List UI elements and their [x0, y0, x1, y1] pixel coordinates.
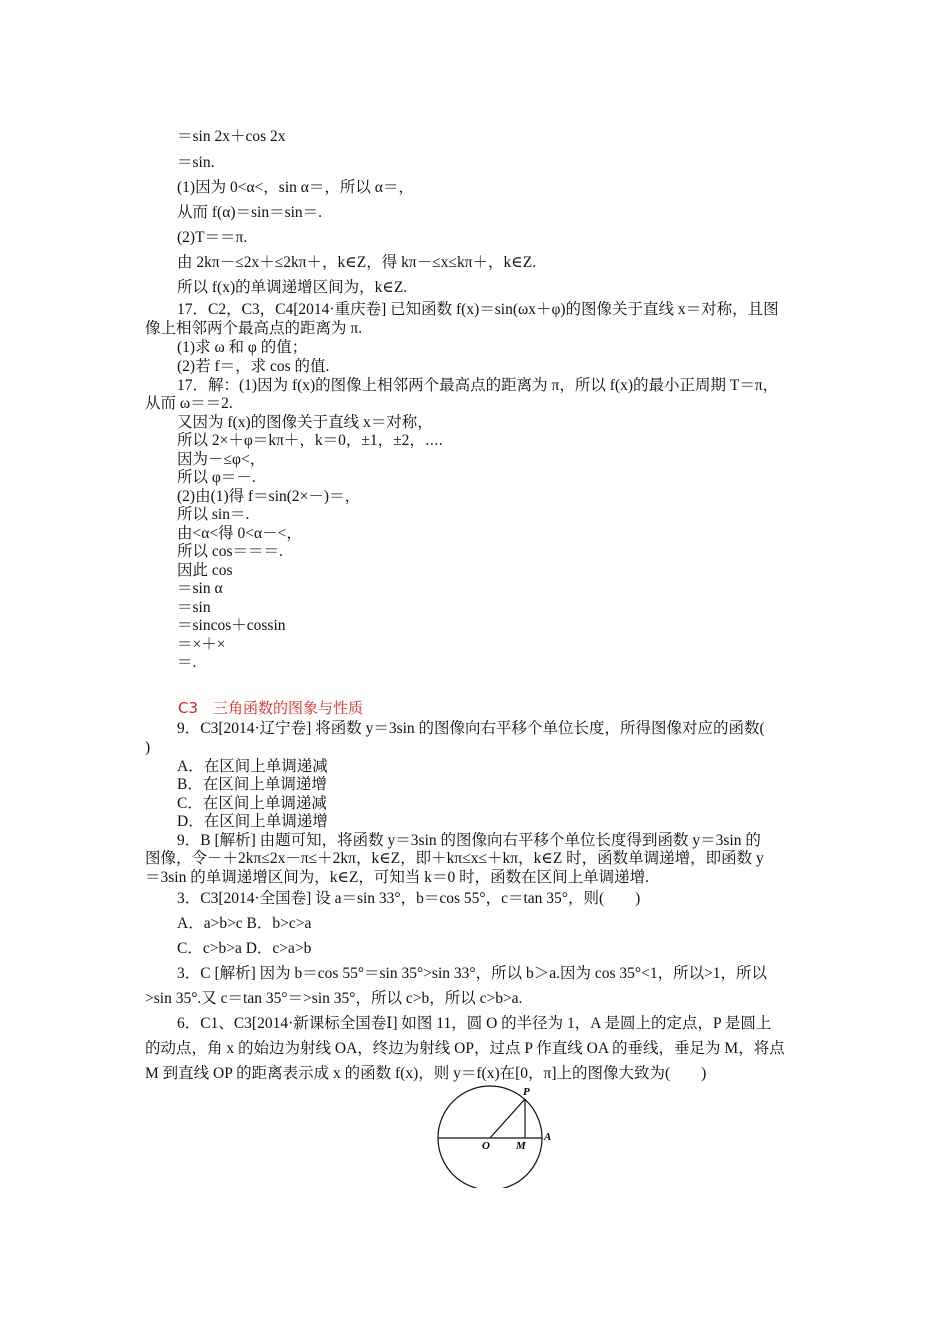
unit-circle	[438, 1086, 542, 1188]
ray-op	[490, 1099, 525, 1138]
text-line: 所以 φ＝－.	[177, 469, 256, 486]
text-line: ＝sin	[177, 599, 211, 616]
label-p: P	[523, 1086, 530, 1098]
text-line: 由 2kπ－≤2x＋≤2kπ＋，k∈Z，得 kπ－≤x≤kπ＋，k∈Z.	[177, 254, 537, 271]
text-line: 又因为 f(x)的图像关于直线 x＝对称，	[177, 414, 433, 431]
text-line: ＝.	[177, 654, 197, 671]
text-line: 由<α<得 0<α－<，	[177, 525, 302, 542]
text-line: 从而 f(α)＝sin＝sin＝.	[177, 204, 323, 221]
text-line: 17．C2，C3，C4[2014·重庆卷] 已知函数 f(x)＝sin(ωx＋φ)的图像关于直线 x＝对称，且图	[177, 301, 779, 318]
text-line: C．c>b>a D．c>a>b	[177, 940, 312, 957]
text-line: 3．C [解析] 因为 b＝cos 55°＝sin 35°>sin 33°，所以 b＞a.因为 cos 35°<1，所以>1，所以	[177, 965, 768, 982]
text-line: C．在区间上单调递减	[177, 795, 327, 812]
text-line: B．在区间上单调递增	[177, 776, 327, 793]
text-line: 从而 ω＝＝2.	[145, 395, 233, 412]
text-line: ＝sin α	[177, 580, 223, 597]
text-line: 9．C3[2014·辽宁卷] 将函数 y＝3sin 的图像向右平移个单位长度，所得图像对应的函数(	[177, 720, 765, 737]
text-line: 因此 cos	[177, 562, 233, 579]
text-line: ＝×＋×	[177, 636, 226, 653]
text-line: 6．C1、C3[2014·新课标全国卷Ⅰ] 如图 11，圆 O 的半径为 1，A 是圆上的定点，P 是圆上	[177, 1015, 772, 1032]
label-o: O	[482, 1140, 490, 1152]
text-line: 的动点，角 x 的始边为射线 OA，终边为射线 OP，过点 P 作直线 OA 的垂线，垂足为 M，将点	[145, 1040, 785, 1057]
text-line: 17．解：(1)因为 f(x)的图像上相邻两个最高点的距离为 π，所以 f(x)的最小正周期 T＝π，	[177, 377, 779, 394]
text-line: (2)若 f＝，求 cos 的值.	[177, 358, 330, 375]
circle-figure	[425, 1083, 555, 1188]
text-line: 因为－≤φ<，	[177, 451, 266, 468]
text-line: D．在区间上单调递增	[177, 813, 328, 830]
text-line: 图像，令－＋2kπ≤2x－π≤＋2kπ，k∈Z，即＋kπ≤x≤＋kπ，k∈Z 时，函数单调递增，即函数 y	[145, 850, 764, 867]
text-line: 像上相邻两个最高点的距离为 π.	[145, 320, 363, 337]
text-line: >sin 35°.又 c＝tan 35°＝>sin 35°，所以 c>b，所以 c>b>a.	[145, 990, 523, 1007]
text-line: 9．B [解析] 由题可知，将函数 y＝3sin 的图像向右平移个单位长度得到函数 y＝3sin 的	[177, 832, 761, 849]
text-line: A．a>b>c B．b>c>a	[177, 915, 312, 932]
text-line: 所以 cos＝＝＝.	[177, 543, 283, 560]
section-title: C3 三角函数的图象与性质	[178, 699, 364, 717]
text-line: (1)求 ω 和 φ 的值；	[177, 339, 308, 356]
text-line: (2)由(1)得 f＝sin(2×－)＝，	[177, 488, 361, 505]
text-line: ＝sincos＋cossin	[177, 617, 286, 634]
text-line: ＝sin.	[177, 154, 215, 171]
text-line: (1)因为 0<α<，sin α＝，所以 α＝，	[177, 179, 414, 196]
text-line: (2)T＝＝π.	[177, 229, 248, 246]
text-line: 3．C3[2014·全国卷] 设 a＝sin 33°，b＝cos 55°，c＝tan 35°，则( )	[177, 890, 641, 907]
text-line: M 到直线 OP 的距离表示成 x 的函数 f(x)，则 y＝f(x)在[0，π]上的图像大致为( )	[145, 1065, 707, 1082]
text-line: ＝3sin 的单调递增区间为，k∈Z，可知当 k＝0 时，函数在区间上单调递增.	[145, 869, 650, 886]
text-line: A．在区间上单调递减	[177, 758, 328, 775]
label-m: M	[516, 1140, 526, 1152]
text-line: 所以 f(x)的单调递增区间为，k∈Z.	[177, 279, 408, 296]
label-a: A	[544, 1131, 552, 1143]
text-line: 所以 sin＝.	[177, 506, 250, 523]
text-line: 所以 2×＋φ＝kπ＋，k＝0，±1，±2，⋯.	[177, 432, 443, 449]
text-line: ＝sin 2x＋cos 2x	[177, 128, 286, 145]
text-line: )	[145, 739, 151, 756]
